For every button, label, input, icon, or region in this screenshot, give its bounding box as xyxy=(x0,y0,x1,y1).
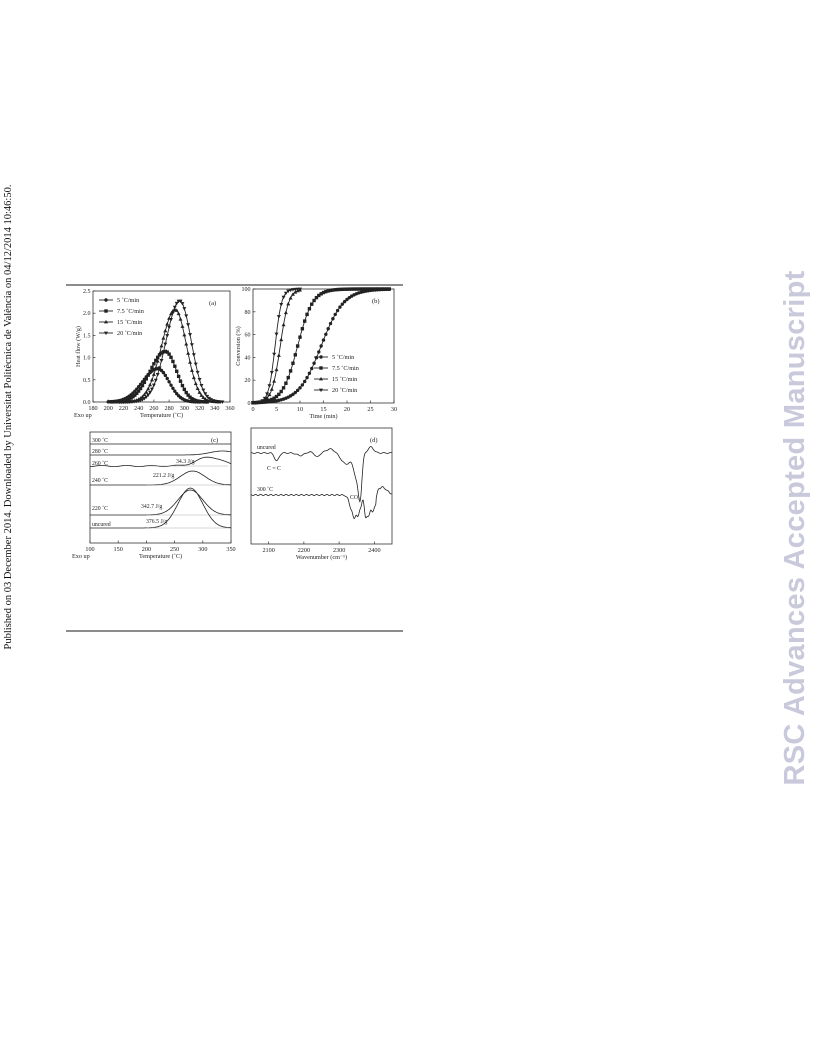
conversion-marker xyxy=(289,296,293,300)
conversion-marker xyxy=(308,307,311,310)
heat-flow-marker xyxy=(167,352,170,355)
x-tick-label: 350 xyxy=(226,546,236,553)
heat-flow-marker xyxy=(167,326,171,330)
x-tick-label: 220 xyxy=(118,405,129,412)
y-tick-label: 0 xyxy=(247,401,251,407)
y-tick-label: 100 xyxy=(241,287,251,293)
heat-flow-marker xyxy=(175,302,179,306)
conversion-marker xyxy=(319,344,322,347)
conversion-marker xyxy=(275,333,279,337)
heat-flow-marker xyxy=(164,374,167,377)
legend-label: 20 ˚C/min xyxy=(117,330,143,338)
legend-label: 5 ˚C/min xyxy=(332,354,355,362)
heat-flow-marker xyxy=(179,317,183,321)
x-tick-label: 2400 xyxy=(368,547,381,554)
heat-flow-marker xyxy=(192,353,196,357)
conversion-marker xyxy=(280,390,283,393)
legend-label: 7.5 ˚C/min xyxy=(117,308,144,316)
heat-flow-marker xyxy=(196,387,200,391)
heat-flow-marker xyxy=(173,365,176,368)
y-tick-label: 40 xyxy=(244,355,251,362)
enthalpy-label: 342.7 J/g xyxy=(141,504,163,510)
series-label: 280 ˚C xyxy=(92,449,108,455)
x-tick-label: 25 xyxy=(367,406,374,413)
panel-a xyxy=(74,289,235,419)
conversion-marker xyxy=(329,322,332,325)
conversion-marker xyxy=(303,380,306,383)
series-label: uncured xyxy=(92,522,111,528)
y-tick-label: 1.0 xyxy=(83,355,91,362)
conversion-marker xyxy=(336,309,339,312)
heat-flow-marker xyxy=(154,379,158,383)
x-tick-label: 320 xyxy=(194,405,205,412)
x-tick-label: 0 xyxy=(251,406,255,413)
x-tick-label: 180 xyxy=(88,405,98,412)
heat-flow-marker xyxy=(160,359,164,363)
heat-flow-marker xyxy=(171,360,174,363)
panel-label: (a) xyxy=(209,300,217,307)
heat-flow-marker xyxy=(146,373,149,376)
y-tick-label: 2.0 xyxy=(83,311,91,318)
heat-flow-marker xyxy=(161,336,165,340)
conversion-curve xyxy=(253,290,300,403)
conversion-marker xyxy=(341,302,344,305)
heat-flow-marker xyxy=(177,375,180,378)
heat-flow-marker xyxy=(184,342,188,346)
conversion-marker xyxy=(287,376,290,379)
conversion-marker xyxy=(301,383,304,386)
heat-flow-marker xyxy=(182,307,186,311)
conversion-marker xyxy=(315,356,318,359)
series-label: uncured xyxy=(257,445,276,451)
x-axis-label: Wavenumber (cm⁻¹) xyxy=(295,554,348,561)
heat-flow-marker xyxy=(173,306,177,310)
x-tick-label: 360 xyxy=(225,405,235,412)
conversion-marker xyxy=(286,302,290,306)
x-tick-label: 300 xyxy=(198,546,208,553)
series-label: 300 ˚C xyxy=(92,438,108,444)
conversion-marker xyxy=(331,317,334,320)
dsc-curve xyxy=(90,457,231,466)
y-tick-label: 0.5 xyxy=(83,377,91,384)
dsc-curve xyxy=(90,451,231,455)
legend-marker xyxy=(104,298,107,301)
x-tick-label: 15 xyxy=(320,406,327,413)
heat-flow-marker xyxy=(141,384,144,387)
conversion-marker xyxy=(338,305,341,308)
conversion-marker xyxy=(282,386,285,389)
x-tick-label: 20 xyxy=(343,406,351,413)
conversion-marker xyxy=(298,386,301,389)
heat-flow-marker xyxy=(198,378,202,382)
heat-flow-marker xyxy=(186,323,190,327)
x-tick-label: 30 xyxy=(390,406,398,413)
heat-flow-marker xyxy=(175,370,178,373)
x-tick-label: 5 xyxy=(274,406,279,413)
annotation-c-c: C = C xyxy=(267,466,281,472)
conversion-marker xyxy=(289,369,292,372)
legend-label: 5 ˚C/min xyxy=(117,297,140,305)
conversion-marker xyxy=(284,311,288,315)
heat-flow-marker xyxy=(166,377,169,380)
y-tick-label: 80 xyxy=(244,309,251,316)
heat-flow-marker xyxy=(139,387,142,390)
exo-up-note: Exo up xyxy=(72,553,90,560)
heat-flow-marker xyxy=(198,390,202,394)
heat-flow-marker xyxy=(180,324,184,328)
heat-flow-marker xyxy=(183,388,186,391)
heat-flow-marker xyxy=(152,362,155,365)
conversion-marker xyxy=(327,327,330,330)
heat-flow-marker xyxy=(146,387,150,391)
x-axis-label: Temperature (˚C) xyxy=(139,412,184,419)
x-axis-label: Time (min) xyxy=(309,413,338,420)
panel-label: (b) xyxy=(372,298,380,305)
conversion-marker xyxy=(270,387,274,391)
conversion-marker xyxy=(324,333,327,336)
conversion-marker xyxy=(284,382,287,385)
conversion-marker xyxy=(305,313,308,316)
heat-flow-marker xyxy=(163,343,167,347)
heat-flow-marker xyxy=(143,381,146,384)
legend-label: 15 ˚C/min xyxy=(332,376,358,384)
conversion-marker xyxy=(279,303,283,307)
x-tick-label: 340 xyxy=(210,405,220,412)
series-label: 240 ˚C xyxy=(92,478,108,484)
heat-flow-marker xyxy=(169,356,172,359)
conversion-marker xyxy=(294,353,297,356)
x-tick-label: 280 xyxy=(164,405,174,412)
heat-flow-marker xyxy=(199,384,203,388)
conversion-marker xyxy=(334,313,337,316)
conversion-marker xyxy=(282,296,286,300)
conversion-marker xyxy=(298,335,301,338)
x-tick-label: 200 xyxy=(103,405,113,412)
legend-label: 7.5 ˚C/min xyxy=(332,365,359,373)
conversion-marker xyxy=(301,327,304,330)
y-axis-label: Heat flow (W/g) xyxy=(75,326,82,367)
plot-frame xyxy=(90,432,231,543)
ftir-curve-uncured xyxy=(251,447,392,502)
x-tick-label: 10 xyxy=(296,406,304,413)
exo-up-note: Exo up xyxy=(74,412,92,419)
heat-flow-marker xyxy=(148,383,152,387)
heat-flow-marker xyxy=(194,363,198,367)
heat-flow-marker xyxy=(201,389,205,393)
heat-flow-marker xyxy=(152,384,156,388)
panel-label: (c) xyxy=(211,437,219,444)
heat-flow-marker xyxy=(180,302,184,306)
heat-flow-marker xyxy=(196,371,200,375)
heat-flow-marker xyxy=(192,376,196,380)
conversion-marker xyxy=(291,362,294,365)
heat-flow-marker xyxy=(188,360,192,364)
y-tick-label: 60 xyxy=(244,332,251,339)
conversion-marker xyxy=(272,379,276,383)
heat-flow-marker xyxy=(167,380,170,383)
heat-flow-marker xyxy=(160,344,164,348)
conversion-marker xyxy=(279,338,283,342)
heat-flow-marker xyxy=(190,368,194,372)
heat-flow-marker xyxy=(169,383,172,386)
heat-flow-marker xyxy=(171,387,174,390)
heat-flow-marker xyxy=(148,370,151,373)
series-label: 220 ˚C xyxy=(92,506,108,512)
legend-label: 15 ˚C/min xyxy=(117,319,143,327)
x-tick-label: 300 xyxy=(179,405,189,412)
x-tick-label: 100 xyxy=(85,546,95,553)
conversion-marker xyxy=(317,350,320,353)
enthalpy-label: 34.3 J/g xyxy=(176,459,195,465)
x-tick-label: 200 xyxy=(141,546,152,553)
heat-flow-marker xyxy=(145,377,148,380)
x-tick-label: 240 xyxy=(134,405,144,412)
conversion-marker xyxy=(275,368,279,372)
heat-flow-marker xyxy=(188,333,192,337)
legend-label: 20 ˚C/min xyxy=(332,387,358,395)
conversion-marker xyxy=(270,371,274,375)
y-axis-label: Conversion (%) xyxy=(235,326,242,366)
heat-flow-marker xyxy=(184,314,188,318)
x-tick-label: 2300 xyxy=(332,547,346,554)
x-axis-label: Temperature (˚C) xyxy=(138,553,183,560)
conversion-marker xyxy=(296,389,299,392)
conversion-marker xyxy=(388,287,391,290)
heat-flow-marker xyxy=(179,379,182,382)
heat-flow-marker xyxy=(177,312,181,316)
conversion-marker xyxy=(310,367,313,370)
x-tick-label: 260 xyxy=(149,405,159,412)
x-tick-label: 2200 xyxy=(297,547,311,554)
legend-marker xyxy=(319,355,322,358)
heat-flow-marker xyxy=(165,334,169,338)
heat-flow-marker xyxy=(163,329,167,333)
heat-flow-marker xyxy=(150,378,154,382)
heat-flow-marker xyxy=(152,372,156,376)
heat-flow-marker xyxy=(156,373,160,377)
conversion-marker xyxy=(305,376,308,379)
conversion-marker xyxy=(308,372,311,375)
y-tick-label: 20 xyxy=(244,378,251,385)
plot-frame xyxy=(253,289,394,403)
heat-flow-marker xyxy=(181,384,184,387)
conversion-curve xyxy=(253,289,300,403)
publication-side-note: Published on 03 December 2014. Downloaded by Universitat Politècnica de València on 04/12/2014 10:46:50. xyxy=(3,184,14,650)
conversion-marker xyxy=(277,315,281,319)
conversion-marker xyxy=(277,353,281,357)
x-tick-label: 250 xyxy=(169,546,180,553)
conversion-marker xyxy=(312,362,315,365)
heat-flow-marker xyxy=(186,351,190,355)
conversion-marker xyxy=(303,319,306,322)
heat-flow-marker xyxy=(194,382,198,386)
enthalpy-label: 376.5 J/g xyxy=(146,519,168,525)
series-label: 300 ˚C xyxy=(257,487,273,493)
y-tick-label: 1.5 xyxy=(83,333,91,340)
heat-flow-marker xyxy=(182,333,186,337)
heat-flow-marker xyxy=(165,322,169,326)
panel-d xyxy=(251,428,392,561)
panel-label: (d) xyxy=(370,437,378,444)
legend-marker xyxy=(319,366,322,369)
annotation-co2: CO₂ xyxy=(350,495,361,501)
heat-flow-marker xyxy=(150,366,153,369)
panel-b xyxy=(235,287,397,420)
conversion-marker xyxy=(322,338,325,341)
conversion-marker xyxy=(272,353,276,357)
conversion-marker xyxy=(267,384,271,388)
y-tick-label: 0.0 xyxy=(83,400,91,406)
enthalpy-label: 221.2 J/g xyxy=(153,473,175,479)
panel-c xyxy=(72,432,236,560)
heat-flow-marker xyxy=(169,318,173,322)
y-tick-label: 2.5 xyxy=(83,289,91,295)
conversion-marker xyxy=(282,323,286,327)
conversion-marker xyxy=(310,302,313,305)
journal-watermark: RSC Advances Accepted Manuscript xyxy=(779,270,811,786)
series-label: 260 ˚C xyxy=(92,461,108,467)
legend-marker xyxy=(104,309,107,312)
heat-flow-curve xyxy=(112,351,207,402)
heat-flow-marker xyxy=(190,343,194,347)
x-tick-label: 2100 xyxy=(262,547,275,554)
dsc-curve xyxy=(90,490,231,515)
conversion-marker xyxy=(296,344,299,347)
x-tick-label: 150 xyxy=(113,546,123,553)
